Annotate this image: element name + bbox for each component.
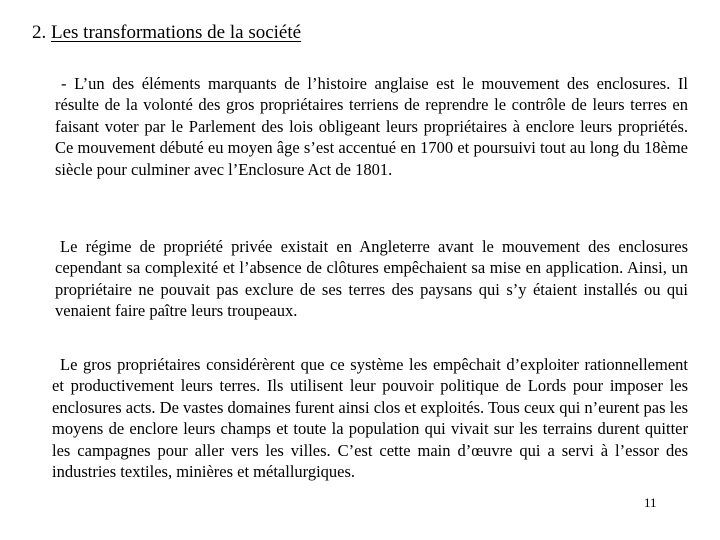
page-number: 11 [644, 495, 657, 510]
paragraph-large-owners: Le gros propriétaires considérèrent que ce système les empêchait d’exploiter rationnellement et productivement leurs terres. Ils utilisent leur pouvoir politique de Lords pour imposer les enclosures acts. De vastes domaines furent ainsi clos et exploités. Tous ceux qui n’eurent pas les moyens de enclore leurs champs et toute la population qui vivait sur les terrains durent quitter les campagnes pour aller vers les villes. C’est cette main d’œuvre qui a servi à l’essor des industries textiles, minières et métallurgiques. [52, 355, 688, 482]
paragraph-private-property: Le régime de propriété privée existait en Angleterre avant le mouvement des enclosures cependant sa complexité et l’absence de clôtures empêchaient sa mise en application. Ainsi, un propriétaire ne pouvait pas exclure de ses terres des paysans qui s’y étaient installés ou qui venaient faire paître leurs troupeaux. [55, 237, 688, 321]
slide-title [32, 20, 301, 46]
title-number: 2. [32, 22, 47, 43]
paragraph-enclosures-intro: - L’un des éléments marquants de l’histoire anglaise est le mouvement des enclosures. Il résulte de la volonté des gros propriétaires terriens de reprendre le contrôle de leurs terres en faisant voter par le Parlement des lois obligeant leurs propriétaires à enclore leurs propriétés. Ce mouvement débuté eu moyen âge s’est accentué en 1700 et poursuivi tout au long du 18ème siècle pour culminer avec l’Enclosure Act de 1801. [55, 74, 688, 179]
title-text: Les transformations de la société [51, 22, 302, 43]
